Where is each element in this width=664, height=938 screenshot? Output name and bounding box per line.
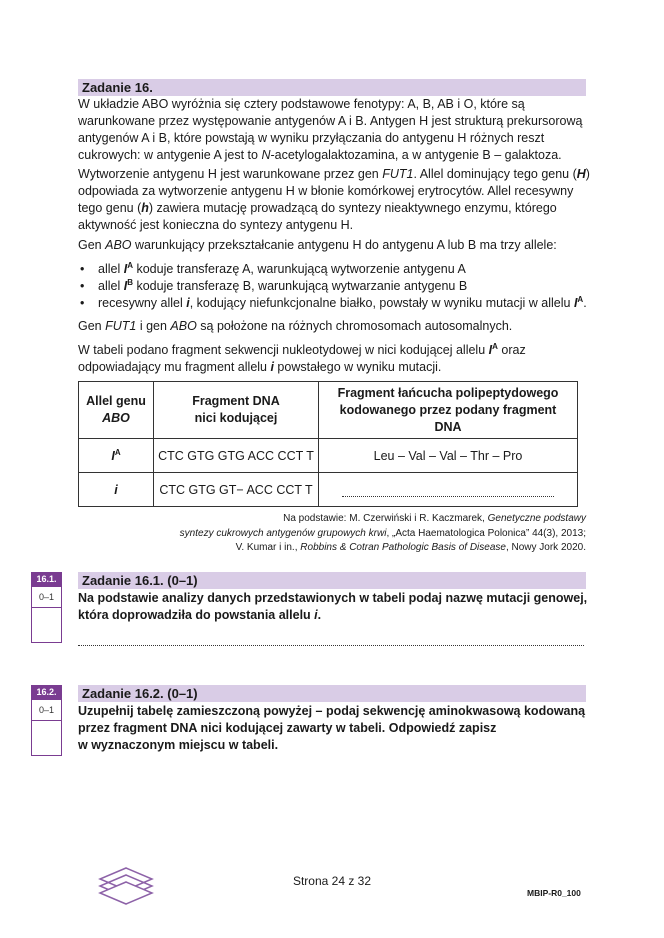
points-label: 0–1 xyxy=(31,700,62,721)
intro-paragraph xyxy=(78,96,598,164)
task-16-1-title: Zadanie 16.1. (0–1) xyxy=(82,573,198,588)
task-16-1-header xyxy=(78,572,586,589)
answer-line[interactable] xyxy=(78,641,584,646)
list-item: • allel $I^B$ koduje transferazę B, warunkującą wytwarzanie antygenu B xyxy=(78,278,598,295)
table-row xyxy=(79,439,578,473)
intro-line: antygenów A i B, które powstają w wyniku przyłączania do antygenu H różnych reszt xyxy=(78,131,545,145)
header-polypeptide: Fragment łańcucha polipeptydowego kodowanego przez podany fragment DNA xyxy=(319,382,578,439)
fut1-paragraph: Wytworzenie antygenu H jest warunkowane przez gen FUT1. Allel dominujący tego genu (H) odpowiada za wytworzenie antygenu H w błonie komórkowej erytrocytów. Allel recesywny tego genu (h) zawiera mutację prowadzącą do syntezy nieaktywnego enzymu, którego aktywność jest konieczna do syntezy antygenu H. xyxy=(78,167,590,232)
task-16-1-question: Na podstawie analizy danych przedstawionych w tabeli podaj nazwę mutacji genowej, która doprowadziła do powstania allelu i. xyxy=(78,591,588,622)
source-note: Na podstawie: M. Czerwiński i R. Kaczmarek, Genetyczne podstawy syntezy cukrowych antygenów grupowych krwi, „Acta Haematologica Polonica” 44(3), 2013; V. Kumar i in., Robbins & Cotran Pathologic Basis of Disease, Nowy Jork 2020. xyxy=(179,513,586,553)
task-16-2-header xyxy=(78,685,586,702)
intro-line: warunkowane przez występowanie antygenów A i B. Antygen H jest strukturą prekursorową xyxy=(78,114,583,128)
list-item: • allel $I^A$ koduje transferazę A, warunkującą wytworzenie antygenu A xyxy=(78,261,598,278)
header-dna: Fragment DNA nici kodującej xyxy=(154,382,319,439)
cell-protein: Leu – Val – Val – Thr – Pro xyxy=(319,439,578,473)
header-allele: Allel genu ABO xyxy=(79,382,154,439)
score-box-16-1 xyxy=(31,572,62,643)
cell-allele: $I^A$ xyxy=(79,439,154,473)
table-row xyxy=(79,473,578,507)
task-number: 16.2. xyxy=(31,685,62,700)
intro-line: W układzie ABO wyróżnia się cztery podstawowe fenotypy: A, B, AB i O, które są xyxy=(78,97,525,111)
cell-dna: CTC GTG GT− ACC CCT T xyxy=(154,473,319,507)
points-label: 0–1 xyxy=(31,587,62,608)
task-16-2-question: Uzupełnij tabelę zamieszczoną powyżej – podaj sekwencję aminokwasową kodowaną przez fragment DNA nici kodującej zawarty w tabeli. Odpowiedź zapisz w wyznaczonym miejscu w tabeli. xyxy=(78,704,586,752)
cell-allele: i xyxy=(79,473,154,507)
score-field[interactable] xyxy=(31,608,62,643)
intro-line: cukrowych: w antygenie A jest to N-acetylogalaktozamina, a w antygenie B – galaktoza. xyxy=(78,148,562,162)
exam-code: MBIP-R0_100 xyxy=(527,888,581,898)
abo-paragraph: Gen ABO warunkujący przekształcanie antygenu H do antygenu A lub B ma trzy allele: xyxy=(78,238,557,252)
chromosome-paragraph: Gen FUT1 i gen ABO są położone na różnych chromosomach autosomalnych. xyxy=(78,319,513,333)
page-number: Strona 24 z 32 xyxy=(292,874,372,888)
cell-dna: CTC GTG GTG ACC CCT T xyxy=(154,439,319,473)
sequence-table xyxy=(78,381,578,507)
score-field[interactable] xyxy=(31,721,62,756)
table-intro-paragraph: W tabeli podano fragment sekwencji nukleotydowej w nici kodującej allelu $I^A$ oraz odpowiadający mu fragment allelu i powstałego w wyniku mutacji. xyxy=(78,341,526,374)
list-item: • recesywny allel i, kodujący niefunkcjonalne białko, powstały w wyniku mutacji w allelu $I^A$. xyxy=(78,295,598,312)
score-box-16-2 xyxy=(31,685,62,756)
allele-list xyxy=(78,261,598,312)
task-16-title: Zadanie 16. xyxy=(82,80,153,95)
task-16-header xyxy=(78,79,586,96)
task-16-2-title: Zadanie 16.2. (0–1) xyxy=(82,686,198,701)
answer-field[interactable] xyxy=(319,473,578,507)
task-number: 16.1. xyxy=(31,572,62,587)
